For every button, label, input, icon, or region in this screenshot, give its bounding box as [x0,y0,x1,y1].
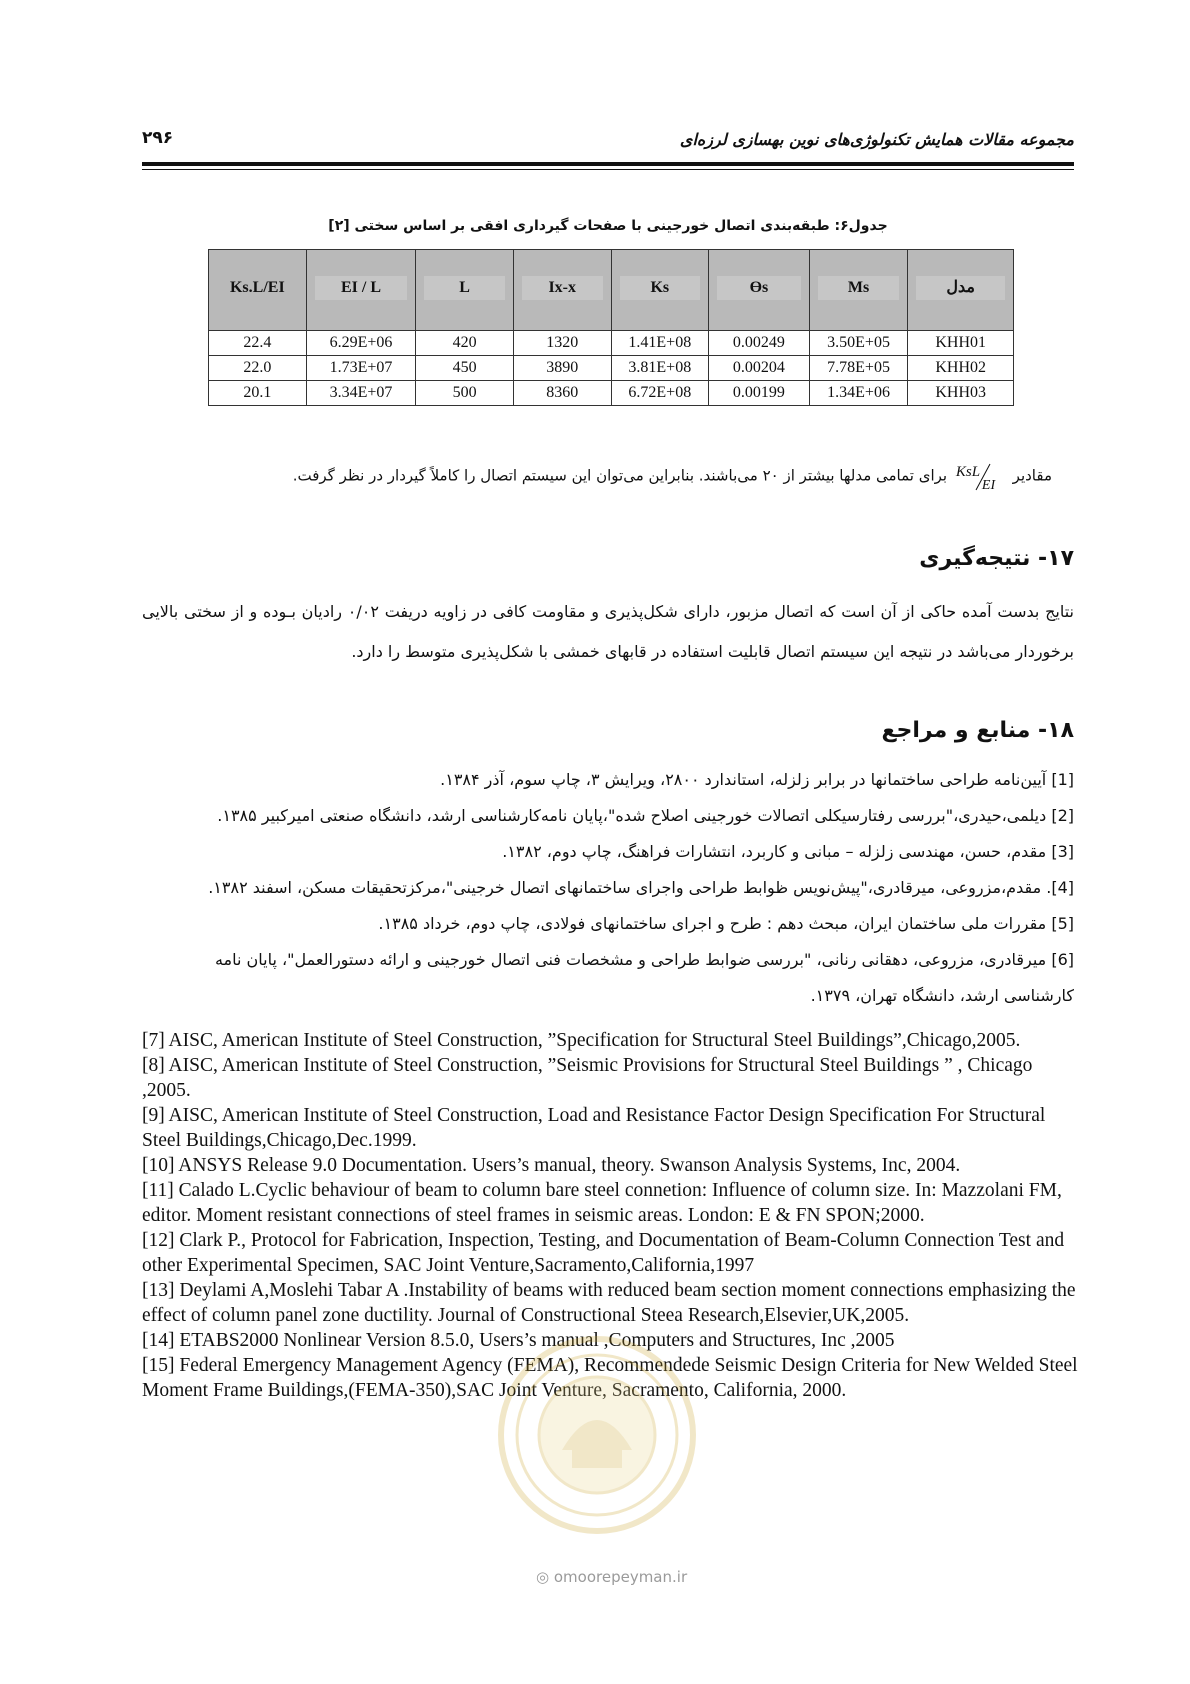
table-header-cell: L [416,250,514,331]
reference-item: [1] آیین‌نامه طراحی ساختمانها در برابر زلزله، استاندارد ۲۸۰۰، ویرایش ۳، چاپ سوم، آذر ۱۳۸۴. [440,770,1074,789]
table-cell: 420 [416,331,514,356]
persian-references [142,762,1074,1014]
stiffness-table [208,249,1014,406]
table-cell: 20.1 [209,381,307,406]
fraction-slash [952,460,1008,492]
table-cell: 8360 [513,381,611,406]
table-cell: 6.72E+08 [611,381,709,406]
watermark-site: ◎ omoorepeyman.ir [536,1568,688,1586]
table-cell: KHH01 [908,331,1014,356]
reference-item: [13] Deylami A,Moslehi Tabar A .Instability of beams with reduced beam section moment connections emphasizing the effect of column panel zone ductility. Journal of Constructional Steea Research,Elsevier,UK,2005. [142,1280,1076,1326]
page-number: ۲۹۶ [142,128,174,148]
table-row [209,356,1014,381]
table-cell: 3.81E+08 [611,356,709,381]
header-rule [142,162,1074,166]
reference-item: [12] Clark P., Protocol for Fabrication, Inspection, Testing, and Documentation of Beam-Column Connection Test and other Experimental Specimen, SAC Joint Venture,Sacramento,California,1997 [142,1230,1065,1276]
table-cell: 6.29E+06 [306,331,416,356]
table-cell: 0.00249 [709,331,810,356]
reference-item: [15] Federal Emergency Management Agency (FEMA), Recommendede Seismic Design Criteria for New Welded Steel Moment Frame Buildings,(FEMA-350),SAC Joint Venture, Sacramento, California, 2000. [142,1355,1078,1401]
reference-item: [6] میرقادری، مزروعی، دهقانی رنانی، "بررسی ضوابط طراحی و مشخصات فنی اتصال خورجینی و ارائه دستورالعمل"، پایان نامه کارشناسی ارشد، دانشگاه تهران، ۱۳۷۹. [214,950,1074,1005]
table-conclusion-paragraph [142,460,1052,496]
table-cell: 22.4 [209,331,307,356]
formula-numerator: KsL [955,464,981,480]
table-cell: 450 [416,356,514,381]
stiffness-ratio-formula [952,460,1008,492]
table-cell: 3890 [513,356,611,381]
table-header-cell: Ks.L/EI [209,250,307,331]
reference-item: [8] AISC, American Institute of Steel Construction, ”Seismic Provisions for Structural Steel Buildings ” , Chicago ,2005. [142,1055,1033,1101]
section-heading-conclusion: ۱۷- نتیجه‌گیری [919,546,1074,571]
reference-item: [4]. مقدم،مزروعی، میرقادری،"پیش‌نویس ظوابط طراحی واجرای ساختمانهای اتصال خرجینی"،مرکزتحقیقات مسکن، اسفند ۱۳۸۲. [208,878,1074,897]
reference-item: [5] مقررات ملی ساختمان ایران، مبحث دهم : طرح و اجرای ساختمانهای فولادی، چاپ دوم، خرداد ۱۳۸۵. [378,914,1074,933]
page-header [142,128,1074,158]
table-cell: 3.50E+05 [809,331,908,356]
table-caption: جدول۶: طبقه‌بندی اتصال خورجینی با صفحات گیرداری افقی بر اساس سختی [۲] [328,218,888,234]
header-rule-thin [142,169,1074,170]
table-cell: 22.0 [209,356,307,381]
table-header-cell: مدل [908,250,1014,331]
reference-item: [7] AISC, American Institute of Steel Construction, ”Specification for Structural Steel Buildings”,Chicago,2005. [142,1030,1021,1051]
table-cell: 1.73E+07 [306,356,416,381]
reference-item: [9] AISC, American Institute of Steel Construction, Load and Resistance Factor Design Specification For Structural Steel Buildings,Chicago,Dec.1999. [142,1105,1046,1151]
table-header-row [209,250,1014,331]
table-row [209,331,1014,356]
watermark-site-text: omoorepeyman.ir [553,1568,688,1586]
table-header-cell: Ix-x [513,250,611,331]
table-cell: 1.34E+06 [809,381,908,406]
table-cell: 1.41E+08 [611,331,709,356]
reference-item: [14] ETABS2000 Nonlinear Version 8.5.0, Users’s manual ,Computers and Structures, Inc ,2005 [142,1330,895,1351]
table-header-cell: Ms [809,250,908,331]
table-cell: 500 [416,381,514,406]
journal-title: مجموعه مقالات همایش تکنولوژی‌های نوین بهسازی لرزه‌ای [679,130,1074,149]
conclusion-paragraph: نتایج بدست آمده حاکی از آن است که اتصال مزبور، دارای شکل‌پذیری و مقاومت کافی در زاویه دریفت ۰/۰۲ رادیان بـوده و از سختی بالایی برخوردار می‌باشد در نتیجه این سیستم اتصال قابلیت استفاده در قابهای خمشی با شکل‌پذیری متوسط را دارد. [142,602,1075,661]
watermark-seal-icon [492,1330,702,1540]
table-cell: KHH03 [908,381,1014,406]
table-cell: 3.34E+07 [306,381,416,406]
table-row [209,381,1014,406]
formula-denominator: EI [981,478,996,493]
table-header-cell: EI / L [306,250,416,331]
table-cell: 0.00199 [709,381,810,406]
reference-item: [3] مقدم، حسن، مهندسی زلزله – مبانی و کاربرد، انتشارات فراهنگ، چاپ دوم، ۱۳۸۲. [502,842,1074,861]
table-cell: 0.00204 [709,356,810,381]
section-heading-references: ۱۸- منابع و مراجع [881,718,1074,743]
table-header-cell: Ks [611,250,709,331]
table-cell: 7.78E+05 [809,356,908,381]
reference-item: [2] دیلمی،حیدری،"بررسی رفتارسیکلی اتصالات خورجینی اصلاح شده"،پایان نامه‌کارشناسی ارشد، دانشگاه صنعتی امیرکبیر ۱۳۸۵. [217,806,1074,825]
reference-item: [11] Calado L.Cyclic behaviour of beam to column bare steel connetion: Influence of column size. In: Mazzolani FM, editor. Moment resistant connections of steel frames in seismic areas. London: E & FN SPON;2000. [142,1180,1062,1226]
paragraph-rest: برای تمامی مدلها بیشتر از ۲۰ می‌باشند. بنابراین می‌توان این سیستم اتصال را کاملاً گیردار در نظر گرفت. [292,466,948,485]
table-cell: KHH02 [908,356,1014,381]
paragraph-lead: مقادیر [1012,466,1052,485]
table-header-cell: Ɵs [709,250,810,331]
reference-item: [10] ANSYS Release 9.0 Documentation. Users’s manual, theory. Swanson Analysis Systems, Inc, 2004. [142,1155,961,1176]
table-cell: 1320 [513,331,611,356]
